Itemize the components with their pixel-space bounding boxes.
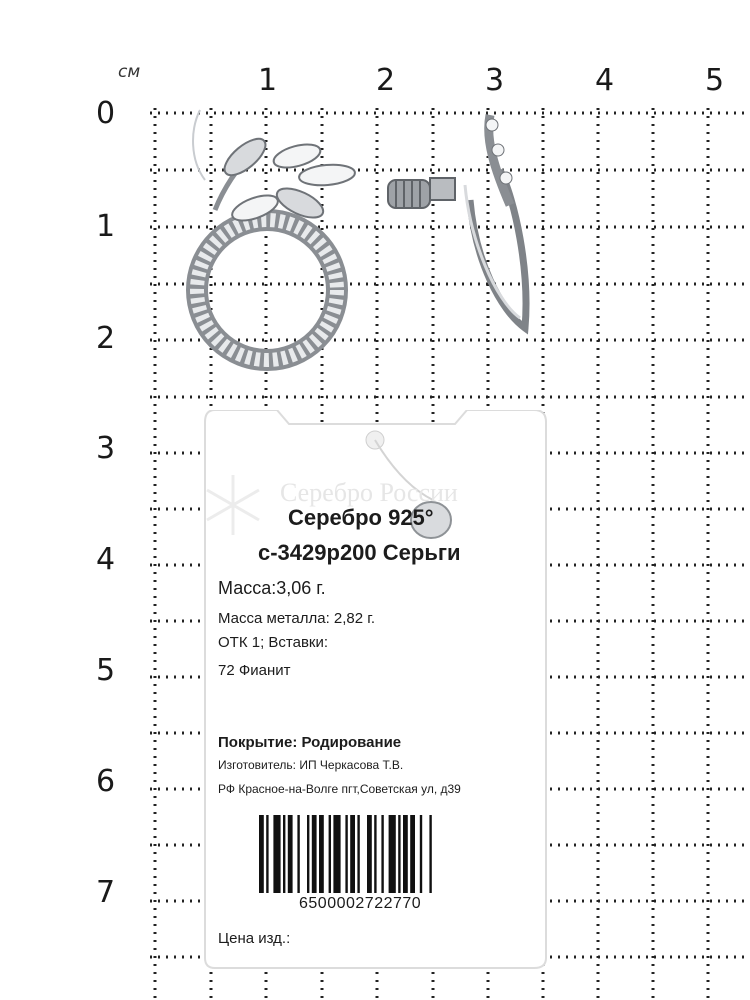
ruler-x-label: 3: [485, 63, 505, 98]
barcode-bar: [312, 815, 317, 893]
barcode-bar: [329, 815, 331, 893]
barcode-bar: [283, 815, 285, 893]
tag-coating: Покрытие: Родирование: [218, 734, 402, 751]
barcode-bar: [333, 815, 340, 893]
barcode-bar: [273, 815, 280, 893]
barcode-bar: [297, 815, 299, 893]
tag-price: Цена изд.:: [218, 930, 291, 947]
tag-maker: Изготовитель: ИП Черкасова Т.В.: [218, 758, 404, 772]
tag-metal-mass: Масса металла: 2,82 г.: [218, 610, 376, 627]
ruler-x-label: 5: [705, 63, 725, 98]
ruler-unit-label: см: [118, 62, 141, 82]
barcode-bar: [259, 815, 264, 893]
barcode-bar: [345, 815, 347, 893]
tag-title-line1: Серебро 925°: [288, 505, 434, 530]
tag-mass: Масса:3,06 г.: [218, 578, 326, 598]
tag-title-line2: с-3429р200 Серьги: [258, 540, 461, 565]
tag-watermark: Серебро России: [280, 478, 458, 507]
ruler-y-label: 5: [96, 653, 116, 688]
barcode-bar: [429, 815, 431, 893]
tag-inserts: 72 Фианит: [218, 662, 291, 679]
barcode-bar: [357, 815, 359, 893]
barcode-bar: [410, 815, 415, 893]
ruler-x-label: 4: [595, 63, 615, 98]
tag-address: РФ Красное-на-Волге пгт,Советская ул, д39: [218, 782, 461, 796]
barcode-bar: [288, 815, 293, 893]
ruler-y-label: 6: [96, 764, 116, 799]
barcode-number: 6500002722770: [299, 895, 422, 912]
ruler-y-label: 0: [96, 96, 116, 131]
barcode-bar: [307, 815, 309, 893]
ruler-y-label: 2: [96, 321, 116, 356]
tag-otk: ОТК 1; Вставки:: [218, 634, 329, 651]
barcode: [257, 815, 517, 893]
barcode-bar: [403, 815, 408, 893]
barcode-bar: [367, 815, 372, 893]
barcode-bar: [374, 815, 376, 893]
barcode-bar: [398, 815, 400, 893]
ruler-y-label: 3: [96, 431, 116, 466]
barcode-bar: [381, 815, 383, 893]
ruler-y-label: 4: [96, 542, 116, 577]
barcode-bar: [420, 815, 422, 893]
ruler-x-label: 2: [376, 63, 396, 98]
ruler-y-label: 7: [96, 875, 116, 910]
barcode-bar: [319, 815, 324, 893]
barcode-bar: [266, 815, 268, 893]
ruler-x-label: 1: [258, 63, 278, 98]
barcode-bar: [350, 815, 355, 893]
barcode-bar: [389, 815, 396, 893]
ruler-y-label: 1: [96, 209, 116, 244]
